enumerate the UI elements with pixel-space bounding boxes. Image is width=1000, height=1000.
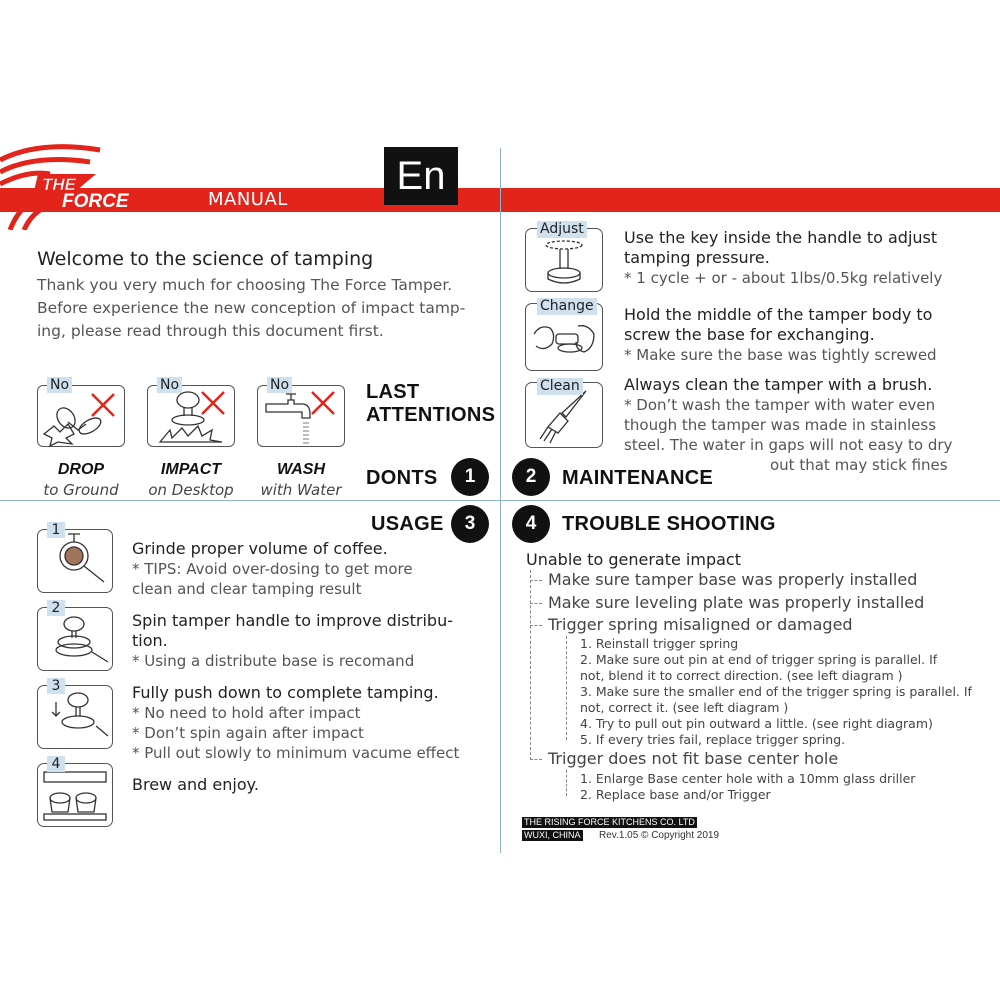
usage-main-line: Spin tamper handle to improve distribu- (132, 611, 453, 630)
hole-step-line: 1. Enlarge Base center hole with a 10mm glass driller (580, 771, 916, 786)
trouble-level1-item: Make sure leveling plate was properly installed (548, 593, 925, 612)
water-tap-icon (258, 386, 346, 448)
spin-tamper-icon (38, 608, 112, 670)
maintenance-main-line: Hold the middle of the tamper body to (624, 305, 933, 324)
dont-sub: on Desktop (148, 481, 234, 499)
maintenance-sub-line: out that may stick fines (770, 456, 948, 474)
dont-sub: to Ground (43, 481, 119, 499)
usage-step-4-text (132, 775, 492, 795)
dont-sub: with Water (260, 481, 342, 499)
dont-label: IMPACT (160, 461, 222, 478)
usage-step-3-text (132, 683, 492, 763)
section-number-1: 1 (451, 458, 489, 496)
usage-main-line: tion. (132, 631, 168, 650)
trouble-level1-item: Make sure tamper base was properly installed (548, 570, 918, 589)
spring-step-line: not, correct it. (see left diagram ) (580, 700, 789, 715)
clean-text (624, 375, 994, 475)
maintenance-sub-line: steel. The water in gaps will not easy to dry (624, 436, 953, 454)
trouble-heading: TROUBLE SHOOTING (562, 513, 776, 535)
spring-step-line: 3. Make sure the smaller end of the trigger spring is parallel. If (580, 684, 972, 699)
dont-label: DROP (57, 461, 105, 478)
tree-line-main (530, 570, 531, 760)
company-name: THE RISING FORCE KITCHENS CO. LTD (524, 817, 695, 827)
usage-step-number: 4 (47, 756, 65, 772)
tree-arrow (530, 603, 542, 604)
push-down-tamper-icon (38, 686, 112, 748)
section-number-3: 3 (451, 505, 489, 543)
usage-step-4-card (37, 763, 113, 827)
hole-step-line: 2. Replace base and/or Trigger (580, 787, 771, 802)
usage-main-line: Fully push down to complete tamping. (132, 683, 439, 702)
welcome-line: ing, please read through this document first. (37, 322, 384, 340)
espresso-machine-icon (38, 764, 112, 826)
usage-sub-line: * Don’t spin again after impact (132, 724, 364, 742)
dont-tag: No (267, 377, 292, 393)
spring-step-line: 5. If every tries fail, replace trigger spring. (580, 732, 846, 747)
fold-line-horizontal (0, 500, 1000, 501)
adjust-tamper-icon (526, 229, 602, 291)
usage-sub-line: * TIPS: Avoid over-dosing to get more (132, 560, 413, 578)
tree-line-hole (566, 770, 567, 796)
tree-arrow (530, 625, 542, 626)
maintenance-tag: Adjust (537, 221, 587, 238)
welcome-title: Welcome to the science of tamping (37, 248, 374, 270)
welcome-body (37, 274, 477, 343)
dont-drop-card (37, 385, 125, 447)
usage-step-2-card (37, 607, 113, 671)
last-attentions-line: LAST (366, 381, 420, 403)
maintenance-tag: Change (537, 298, 597, 315)
dont-tag: No (157, 377, 182, 393)
usage-sub-line: * No need to hold after impact (132, 704, 361, 722)
dont-label: WASH (277, 461, 325, 478)
usage-sub-line: * Using a distribute base is recomand (132, 652, 415, 670)
maintenance-sub-line: * Make sure the base was tightly screwed (624, 346, 937, 364)
svg-text:FORCE: FORCE (62, 191, 129, 212)
maintenance-tag: Clean (537, 378, 583, 395)
usage-sub-line: * Pull out slowly to minimum vacume effect (132, 744, 460, 762)
manual-label: MANUAL (208, 189, 288, 210)
section-number-2: 2 (512, 458, 550, 496)
hole-steps (580, 771, 990, 803)
change-text (624, 305, 994, 365)
maintenance-sub-line: * Don’t wash the tamper with water even (624, 396, 936, 414)
trouble-title: Unable to generate impact (526, 550, 741, 569)
trouble-level1-item: Trigger does not fit base center hole (548, 749, 839, 768)
adjust-text (624, 228, 994, 288)
usage-step-2-text (132, 611, 492, 671)
spring-step-line: not, blend it to correct direction. (see left diagram ) (580, 668, 903, 683)
spring-step-line: 1. Reinstall trigger spring (580, 636, 739, 651)
dont-wash-card (257, 385, 345, 447)
drop-tamper-icon (38, 386, 126, 448)
revision-copyright: Rev.1.05 © Copyright 2019 (599, 830, 720, 841)
usage-step-number: 1 (47, 522, 65, 538)
spring-step-line: 2. Make sure out pin at end of trigger spring is parallel. If (580, 652, 938, 667)
maintenance-sub-line: though the tamper was made in stainless (624, 416, 937, 434)
section-number-4: 4 (512, 505, 550, 543)
impact-desktop-icon (148, 386, 236, 448)
usage-step-number: 3 (47, 678, 65, 694)
tree-line-spring (566, 636, 567, 740)
spring-steps (580, 636, 990, 748)
maintenance-main-line: Use the key inside the handle to adjust (624, 228, 938, 247)
welcome-line: Thank you very much for choosing The Force Tamper. (37, 276, 453, 294)
maintenance-main-line: Always clean the tamper with a brush. (624, 375, 933, 394)
grinder-portafilter-icon (38, 530, 112, 592)
usage-sub-line: clean and clear tamping result (132, 580, 362, 598)
maintenance-sub-line: * 1 cycle + or - about 1lbs/0.5kg relatively (624, 269, 943, 287)
dont-tag: No (47, 377, 72, 393)
last-attentions-heading (366, 381, 495, 427)
spring-step-line: 4. Try to pull out pin outward a little. (see right diagram) (580, 716, 933, 731)
usage-step-number: 2 (47, 600, 65, 616)
company-city: WUXI, CHINA (524, 830, 581, 840)
the-force-logo (0, 140, 175, 230)
tree-arrow (530, 759, 542, 760)
donts-heading: DONTS (366, 467, 438, 489)
usage-main-line: Grinde proper volume of coffee. (132, 539, 388, 558)
trouble-level1-item: Trigger spring misaligned or damaged (548, 615, 853, 634)
welcome-line: Before experience the new conception of impact tamp- (37, 299, 466, 317)
language-badge: En (384, 147, 458, 205)
maintenance-heading: MAINTENANCE (562, 467, 714, 489)
usage-step-3-card (37, 685, 113, 749)
usage-step-1-card (37, 529, 113, 593)
usage-heading: USAGE (371, 513, 444, 535)
usage-main-line: Brew and enjoy. (132, 775, 259, 794)
maintenance-main-line: tamping pressure. (624, 248, 770, 267)
tree-arrow (530, 580, 542, 581)
svg-text:THE: THE (42, 175, 76, 194)
usage-step-1-text (132, 539, 492, 599)
dont-impact-card (147, 385, 235, 447)
last-attentions-line: ATTENTIONS (366, 404, 496, 426)
maintenance-main-line: screw the base for exchanging. (624, 325, 875, 344)
